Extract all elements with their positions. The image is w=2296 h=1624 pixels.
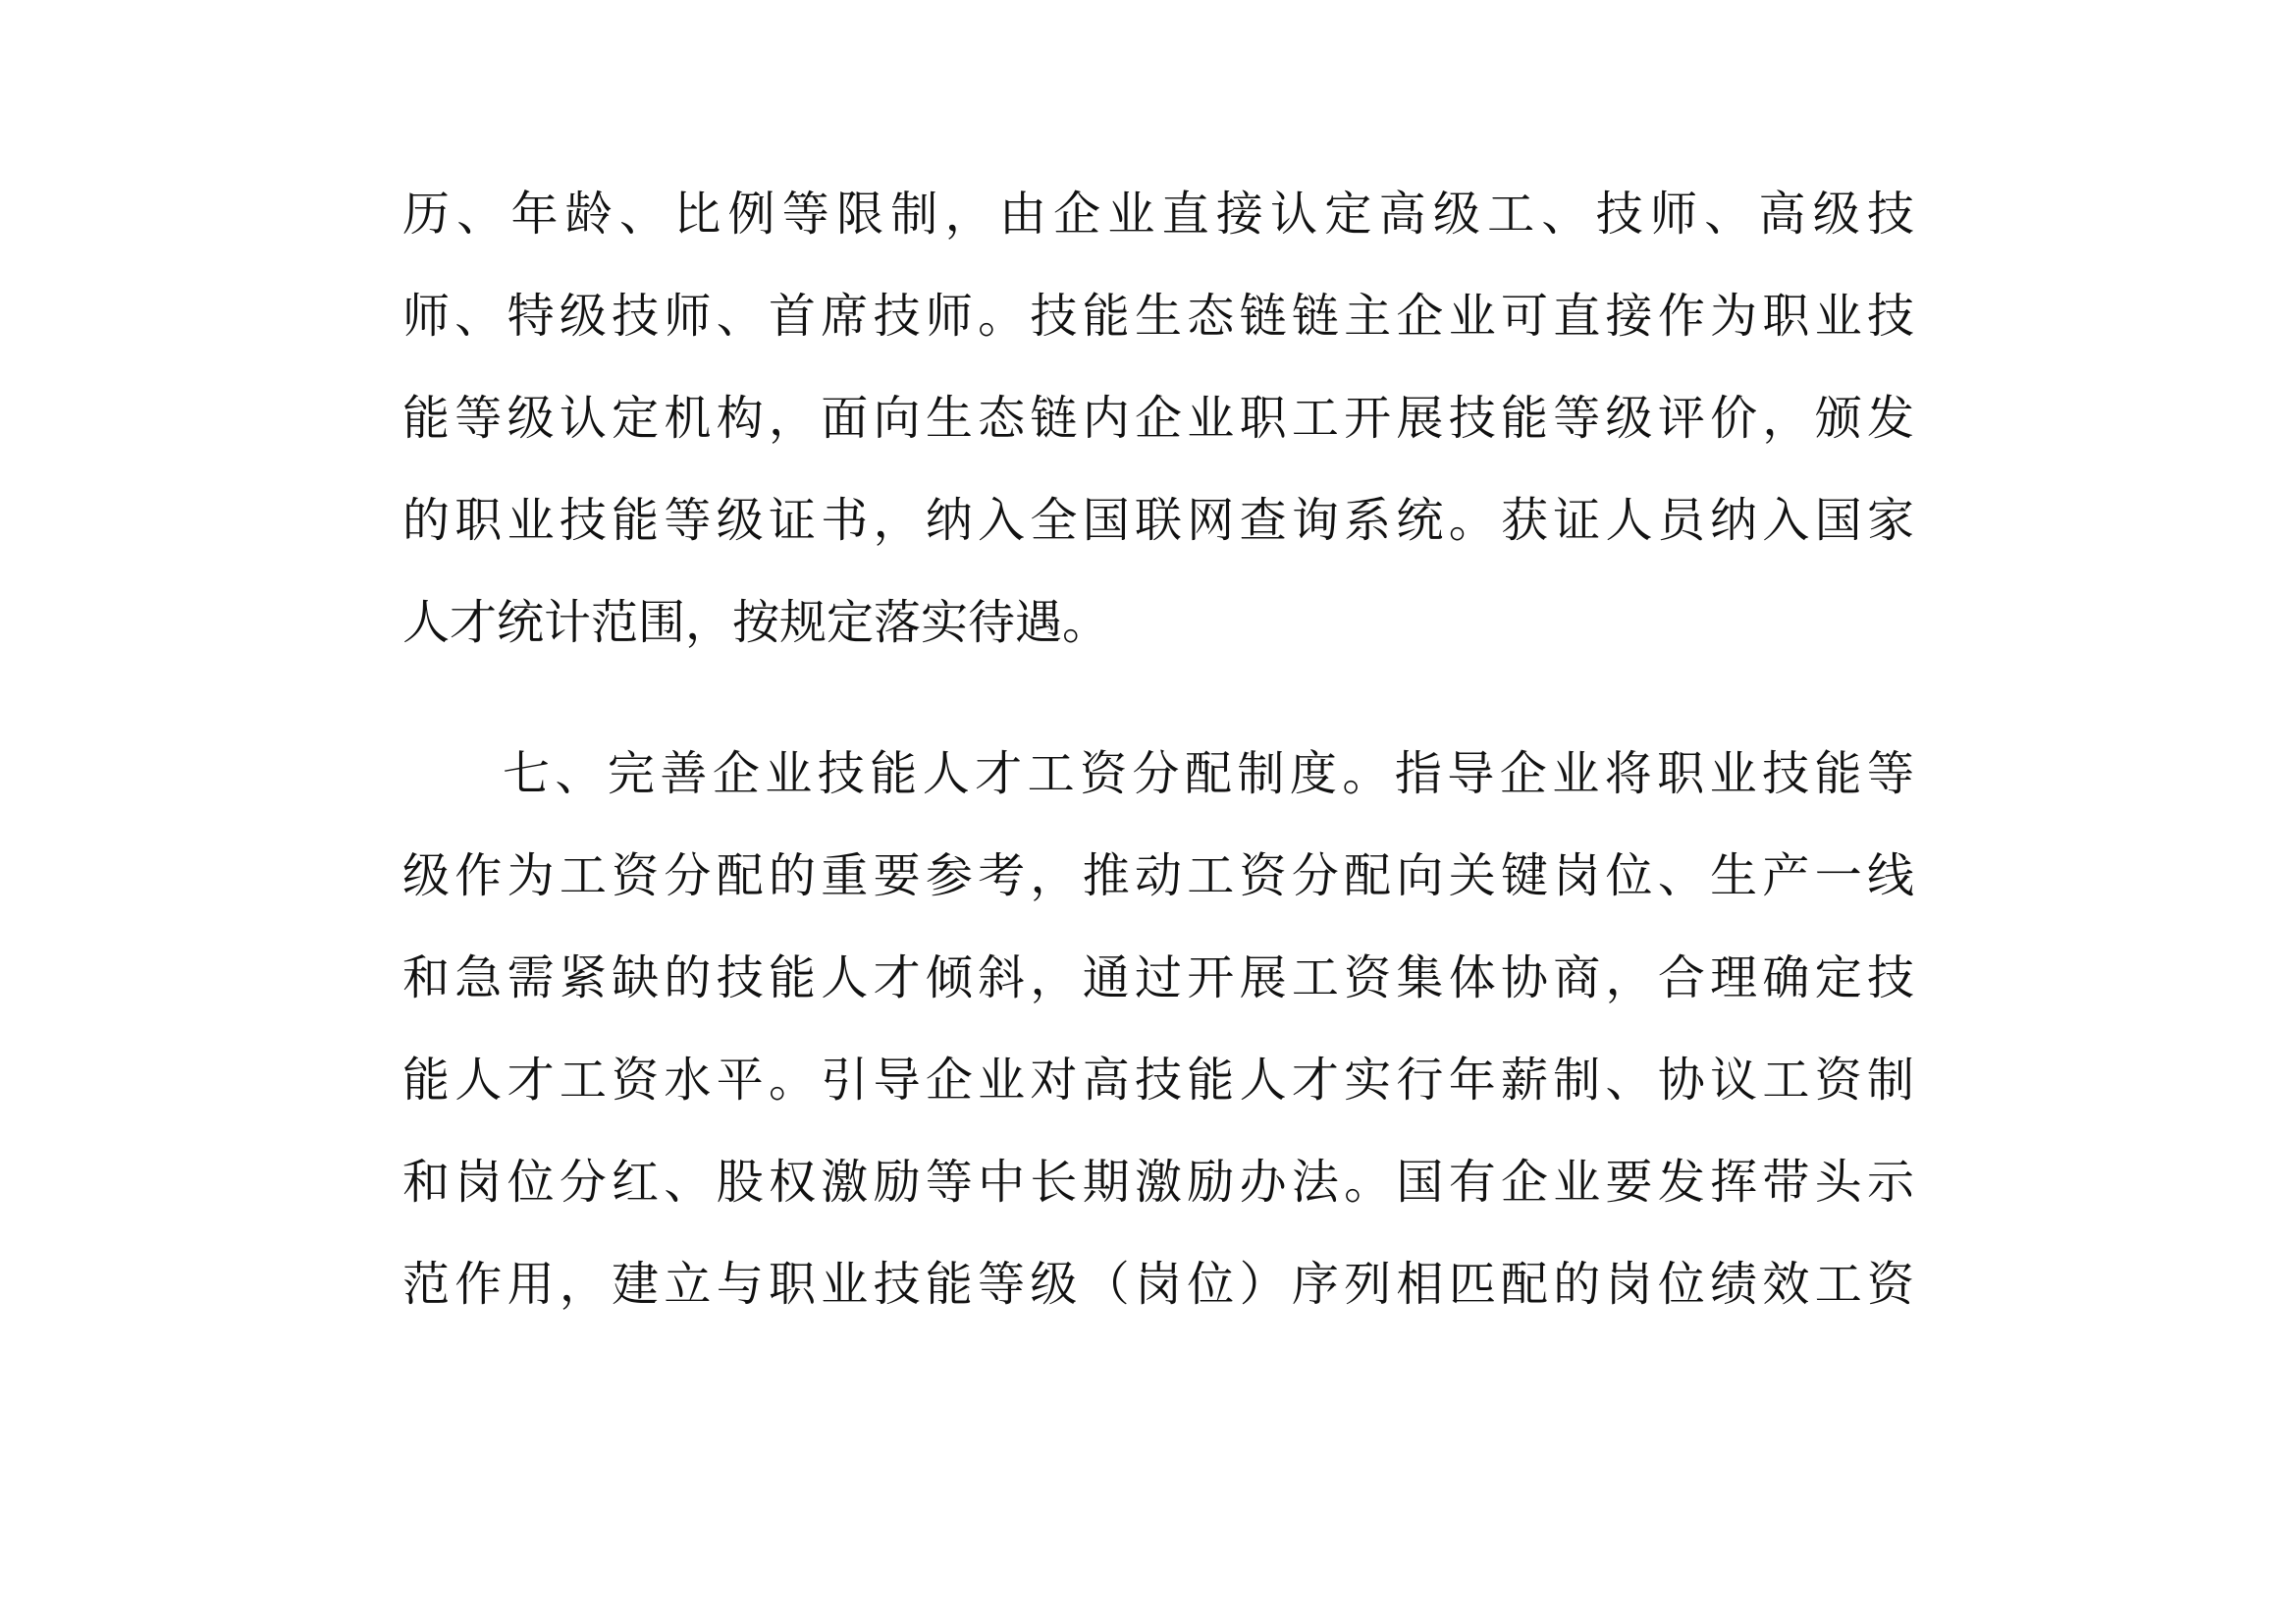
paragraph-2-line-3: 和急需紧缺的技能人才倾斜，通过开展工资集体协商，合理确定技 [402, 950, 1914, 1005]
paragraph-1-line-5: 人才统计范围，按规定落实待遇。 [402, 595, 1110, 650]
paragraph-1-line-4: 的职业技能等级证书，纳入全国联网查询系统。获证人员纳入国家 [402, 493, 1914, 548]
paragraph-1-line-2: 师、特级技师、首席技师。技能生态链链主企业可直接作为职业技 [402, 289, 1914, 344]
paragraph-1-line-1: 历、年龄、比例等限制，由企业直接认定高级工、技师、高级技 [402, 187, 1914, 242]
paragraph-2-line-6: 范作用，建立与职业技能等级（岗位）序列相匹配的岗位绩效工资 [402, 1257, 1914, 1312]
paragraph-2 [402, 723, 1914, 1335]
paragraph-2-line-2: 级作为工资分配的重要参考，推动工资分配向关键岗位、生产一线 [402, 848, 1914, 903]
paragraph-2-line-4: 能人才工资水平。引导企业对高技能人才实行年薪制、协议工资制 [402, 1053, 1914, 1108]
paragraph-2-line-5: 和岗位分红、股权激励等中长期激励办法。国有企业要发挥带头示 [402, 1155, 1914, 1210]
paragraph-1-line-3: 能等级认定机构，面向生态链内企业职工开展技能等级评价，颁发 [402, 391, 1914, 446]
paragraph-1 [402, 163, 1914, 674]
paragraph-2-line-1: 七、完善企业技能人才工资分配制度。指导企业将职业技能等 [503, 746, 1914, 801]
